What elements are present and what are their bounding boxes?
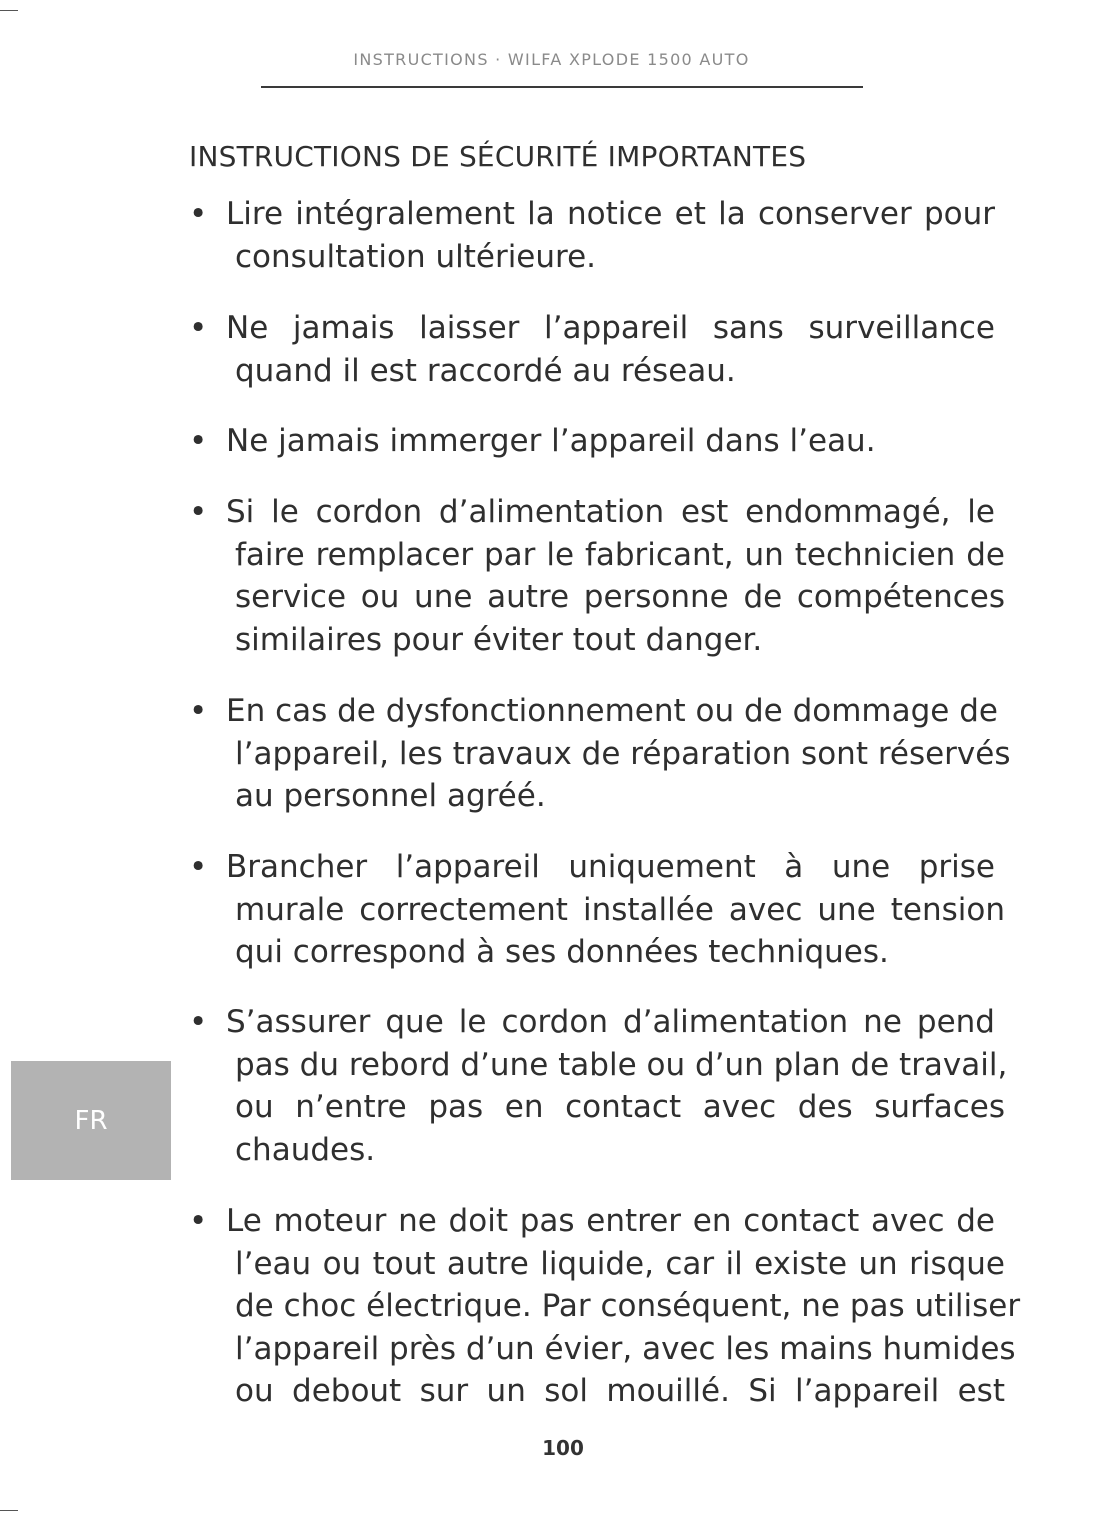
bullet-icon: • — [189, 1004, 208, 1040]
language-tab-label: FR — [74, 1105, 108, 1136]
safety-item — [189, 690, 1011, 818]
item-line: au personnel agréé. — [235, 778, 546, 814]
item-line: l’appareil près d’un évier, avec les mains humides — [235, 1330, 1016, 1367]
bullet-icon: • — [189, 494, 208, 530]
safety-item — [189, 1001, 1008, 1171]
safety-item — [189, 846, 1005, 974]
item-line: de choc électrique. Par conséquent, ne pas utiliser — [235, 1288, 1021, 1324]
running-header: INSTRUCTIONS · WILFA XPLODE 1500 AUTO — [353, 50, 750, 69]
section-title: INSTRUCTIONS DE SÉCURITÉ IMPORTANTES — [189, 140, 807, 173]
header-rule — [261, 86, 863, 88]
item-line: faire remplacer par le fabricant, un technicien de — [235, 536, 1005, 573]
item-line: Le moteur ne doit pas entrer en contact avec de — [226, 1203, 995, 1239]
item-line: qui correspond à ses données techniques. — [235, 934, 889, 970]
bullet-icon: • — [189, 1203, 208, 1239]
item-line: Ne jamais immerger l’appareil dans l’eau. — [226, 423, 876, 459]
item-line: pas du rebord d’une table ou d’un plan de travail, — [235, 1046, 1008, 1083]
page-number: 100 — [542, 1436, 584, 1460]
item-line: Si le cordon d’alimentation est endommagé, le — [226, 494, 995, 530]
bullet-icon: • — [189, 196, 208, 232]
item-line: ou n’entre pas en contact avec des surfaces — [235, 1089, 1005, 1125]
item-line: En cas de dysfonctionnement ou de dommage de — [226, 693, 998, 729]
safety-item — [189, 1200, 1021, 1413]
crop-mark-top — [0, 10, 18, 11]
item-line: ou debout sur un sol mouillé. Si l’appareil est — [235, 1373, 1005, 1409]
item-line: quand il est raccordé au réseau. — [235, 352, 736, 389]
item-line: murale correctement installée avec une tension — [235, 891, 1005, 928]
bullet-icon: • — [189, 849, 208, 885]
safety-item — [189, 307, 1005, 392]
item-line: l’appareil, les travaux de réparation sont réservés — [235, 735, 1011, 772]
crop-mark-bottom — [0, 1510, 18, 1511]
item-line: S’assurer que le cordon d’alimentation ne pend — [226, 1004, 995, 1040]
bullet-icon: • — [189, 423, 208, 459]
item-line: Ne jamais laisser l’appareil sans surveillance — [226, 310, 995, 346]
bullet-icon: • — [189, 310, 208, 346]
language-tab — [11, 1061, 171, 1180]
item-line: Lire intégralement la notice et la conserver pour — [226, 196, 995, 232]
safety-item — [189, 420, 1005, 463]
item-line: chaudes. — [235, 1131, 376, 1168]
item-line: l’eau ou tout autre liquide, car il existe un risque — [235, 1245, 1005, 1282]
bullet-icon: • — [189, 693, 208, 729]
item-line: Brancher l’appareil uniquement à une prise — [226, 849, 995, 885]
item-line: similaires pour éviter tout danger. — [235, 621, 763, 658]
item-line: consultation ultérieure. — [235, 238, 597, 275]
safety-item — [189, 491, 1005, 661]
item-line: service ou une autre personne de compétences — [235, 579, 1005, 615]
safety-item — [189, 193, 1005, 278]
